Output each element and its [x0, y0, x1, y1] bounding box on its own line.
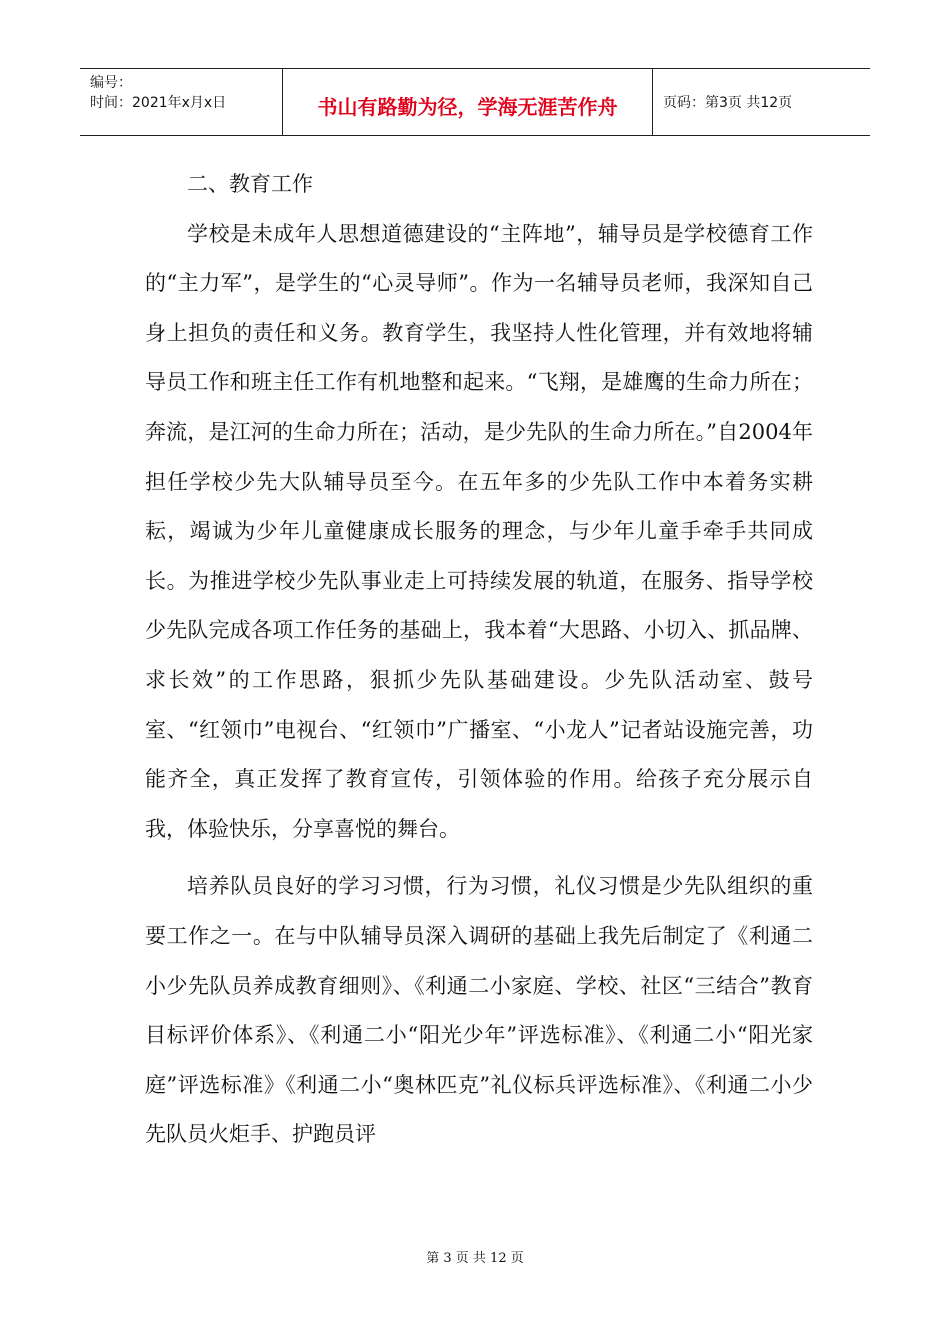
- section-title: 二、教育工作: [187, 172, 313, 196]
- header-meta-cell: [80, 69, 283, 135]
- header-page-info: 页码：第3页 共12页: [663, 95, 793, 111]
- paragraph-1: 学校是未成年人思想道德建设的“主阵地”，辅导员是学校德育工作的“主力军”，是学生的“心灵导师”。作为一名辅导员老师，我深知自己身上担负的责任和义务。教育学生，我坚持人性化管理，并有效地将辅导员工作和班主任工作有机地整和起来。“飞翔，是雄鹰的生命力所在；奔流，是江河的生命力所在；活动，是少先队的生命力所在。”自2004年担任学校少先大队辅导员至今。在五年多的少先队工作中本着务实耕耘，竭诚为少年儿童健康成长服务的理念，与少年儿童手牵手共同成长。为推进学校少先队事业走上可持续发展的轨道，在服务、指导学校少先队完成各项工作任务的基础上，我本着“大思路、小切入、抓品牌、求长效”的工作思路，狠抓少先队基础建设。少先队活动室、鼓号室、“红领巾”电视台、“红领巾”广播室、“小龙人”记者站设施完善，功能齐全，真正发挥了教育宣传，引领体验的作用。给孩子充分展示自我，体验快乐，分享喜悦的舞台。: [145, 221, 813, 841]
- paragraph-2: 培养队员良好的学习习惯，行为习惯，礼仪习惯是少先队组织的重要工作之一。在与中队辅导员深入调研的基础上我先后制定了《利通二小少先队员养成教育细则》、《利通二小家庭、学校、社区“三结合”教育目标评价体系》、《利通二小“阳光少年”评选标准》、《利通二小“阳光家庭”评选标准》《利通二小“奥林匹克”礼仪标兵评选标准》、《利通二小少先队员火炬手、护跑员评: [145, 874, 813, 1147]
- header-motto: 书山有路勤为径，学海无涯苦作舟: [283, 69, 653, 135]
- date-label: 时间：2021年x月x日: [90, 95, 227, 111]
- document-header: [80, 68, 870, 136]
- page-footer: 第 3 页 共 12 页: [426, 1251, 524, 1266]
- document-body: [145, 160, 813, 1160]
- number-label: 编号：: [90, 75, 132, 91]
